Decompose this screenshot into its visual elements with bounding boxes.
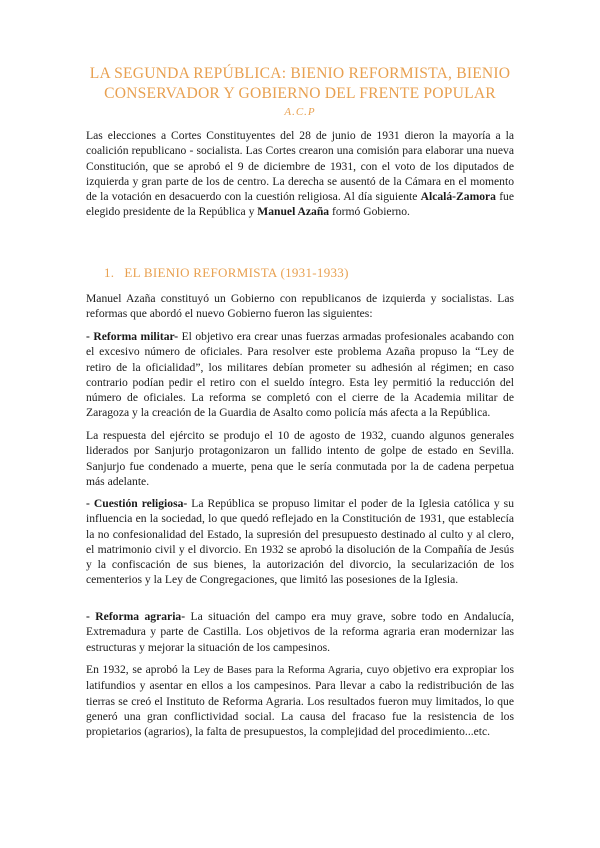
intro-name-alcala-zamora: Alcalá-Zamora xyxy=(420,190,496,204)
military-reform-label: - Reforma militar- xyxy=(86,330,179,343)
agrarian-law-text-after: , cuyo objetivo era expropiar los latifundios y asentar en ellos a los campesinos. Para llevar a cabo la redistribución de las tierras se creó el Instituto de Reforma Agraria. Los resultados fueron muy limitados, lo que generó una gran conflictividad social. La causa del fracaso fue la resistencia de los propietarios (agrarios), la falta de presupuestos, la complejidad del procedimiento...etc. xyxy=(86,663,514,739)
military-reform-text: El objetivo era crear unas fuerzas armadas profesionales acabando con el excesivo número de oficiales. Para resolver este problema Azaña propuso la “Ley de retiro de la oficialidad”, los militares debían prometer su adhesión al régimen; en caso contrario podían pedir el retiro con el sueldo íntegro. Esta ley permitió la reducción del número de oficiales. La reforma se completó con el cierre de la Academia militar de Zaragoza y la creación de la Guardia de Asalto como policía más afecta a la República. xyxy=(86,330,515,420)
army-response-paragraph: La respuesta del ejército se produjo el 10 de agosto de 1932, cuando algunos generales liderados por Sanjurjo protagonizaron un fallido intento de golpe de estado en Sevilla. Sanjurjo fue condenado a muerte, pena que le sería conmutada por la de cadena perpetua más adelante. xyxy=(86,429,514,488)
religious-question-paragraph xyxy=(86,496,514,588)
agrarian-law-name: Ley de Bases para la Reforma Agraria xyxy=(193,665,361,676)
agrarian-law-paragraph xyxy=(86,662,514,739)
section-number: 1. xyxy=(104,265,115,280)
intro-text-mid: fue elegido presidente de la República y xyxy=(86,190,515,219)
intro-text-after: formó Gobierno. xyxy=(329,205,410,219)
military-reform-paragraph xyxy=(86,329,514,421)
section-heading xyxy=(104,265,349,281)
agrarian-law-text-before: En 1932, se aprobó la xyxy=(86,663,194,676)
agrarian-reform-label: - Reforma agraria- xyxy=(86,610,186,623)
document-title: LA SEGUNDA REPÚBLICA: BIENIO REFORMISTA, BIENIO CONSERVADOR Y GOBIERNO DEL FRENTE POPULAR xyxy=(89,65,511,102)
agrarian-reform-text: La situación del campo era muy grave, sobre todo en Andalucía, Extremadura y parte de Castilla. Los objetivos de la reforma agraria eran modernizar las estructuras y mejorar la situación de los campesinos. xyxy=(86,610,515,654)
intro-paragraph xyxy=(86,128,514,220)
section-lead-paragraph: Manuel Azaña constituyó un Gobierno con republicanos de izquierda y socialistas. Las reformas que abordó el nuevo Gobierno fueron las siguientes: xyxy=(86,292,514,321)
intro-text-before: Las elecciones a Cortes Constituyentes del 28 de junio de 1931 dieron la mayoría a la coalición republicano - socialista. Las Cortes crearon una comisión para elaborar una nueva Constitución, que se aprobó el 9 de diciembre de 1931, con el voto de los diputados de izquierda y gran parte de los de centro. La derecha se ausentó de la Cámara en el momento de la votación en desacuerdo con la cuestión religiosa. Al día siguiente xyxy=(86,129,514,204)
intro-name-manuel-azana: Manuel Azaña xyxy=(257,205,330,219)
agrarian-reform-paragraph xyxy=(86,609,514,655)
religious-question-label: - Cuestión religiosa- xyxy=(86,497,188,510)
religious-question-text: La República se propuso limitar el poder de la Iglesia católica y su influencia en la sociedad, lo que quedó reflejado en la Constitución de 1931, que establecía la no confesionalidad del Estado, la supresión del presupuesto destinado al culto y al clero, el matrimonio civil y el divorcio. En 1932 se aprobó la disolución de la Compañía de Jesús y la confiscación de sus bienes, la autorización del divorcio, la secularización de los cementerios y la Ley de Congregaciones, que limitó las posesiones de la Iglesia. xyxy=(86,497,514,587)
section-heading-text: EL BIENIO REFORMISTA (1931-1933) xyxy=(124,265,349,280)
document-author: A.C.P xyxy=(284,106,316,118)
